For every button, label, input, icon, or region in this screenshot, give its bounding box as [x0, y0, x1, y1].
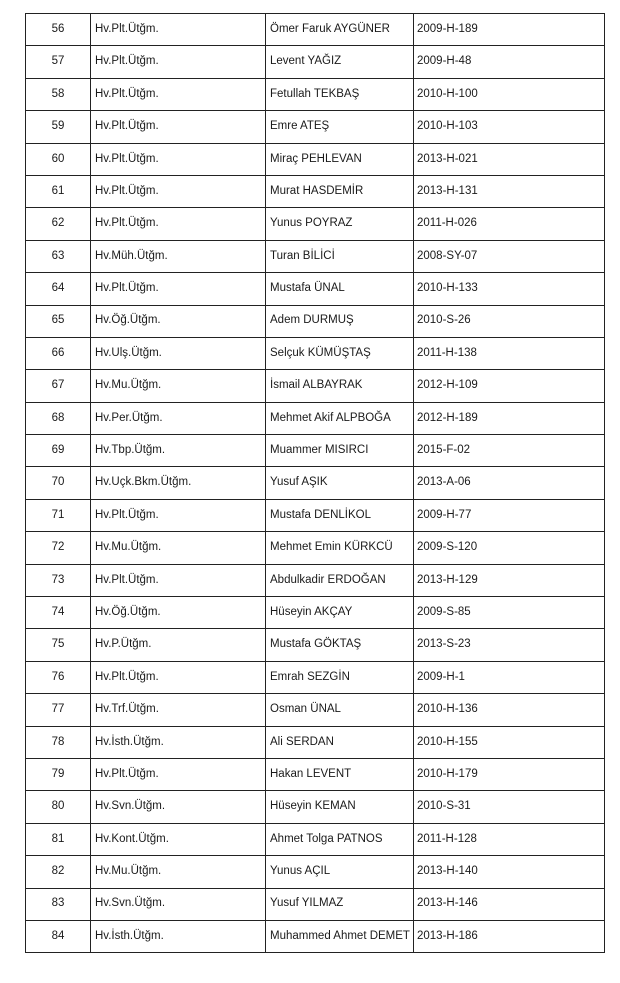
registry-number-cell: 2009-H-189 [414, 14, 605, 46]
rank-cell: Hv.İsth.Ütğm. [91, 726, 266, 758]
person-name-cell: Ahmet Tolga PATNOS [266, 823, 414, 855]
row-number: 84 [26, 920, 91, 952]
person-name-cell: Muhammed Ahmet DEMET [266, 920, 414, 952]
rank-cell: Hv.Plt.Ütğm. [91, 273, 266, 305]
personnel-table [25, 13, 605, 953]
person-name-cell: Hakan LEVENT [266, 758, 414, 790]
registry-number-cell: 2010-H-179 [414, 758, 605, 790]
person-name-cell: Yusuf YILMAZ [266, 888, 414, 920]
table-row [26, 14, 605, 46]
registry-number-cell: 2013-H-146 [414, 888, 605, 920]
table-row [26, 402, 605, 434]
row-number: 74 [26, 597, 91, 629]
row-number: 78 [26, 726, 91, 758]
rank-cell: Hv.İsth.Ütğm. [91, 920, 266, 952]
table-row [26, 694, 605, 726]
rank-cell: Hv.Plt.Ütğm. [91, 175, 266, 207]
registry-number-cell: 2013-H-131 [414, 175, 605, 207]
row-number: 81 [26, 823, 91, 855]
person-name-cell: Emre ATEŞ [266, 111, 414, 143]
registry-number-cell: 2012-H-109 [414, 370, 605, 402]
registry-number-cell: 2013-H-129 [414, 564, 605, 596]
rank-cell: Hv.Plt.Ütğm. [91, 46, 266, 78]
row-number: 65 [26, 305, 91, 337]
registry-number-cell: 2009-H-48 [414, 46, 605, 78]
rank-cell: Hv.Tbp.Ütğm. [91, 435, 266, 467]
table-row [26, 758, 605, 790]
row-number: 77 [26, 694, 91, 726]
row-number: 83 [26, 888, 91, 920]
document-page [25, 13, 604, 953]
registry-number-cell: 2010-H-136 [414, 694, 605, 726]
person-name-cell: Mustafa GÖKTAŞ [266, 629, 414, 661]
row-number: 82 [26, 856, 91, 888]
rank-cell: Hv.Plt.Ütğm. [91, 143, 266, 175]
row-number: 71 [26, 499, 91, 531]
table-row [26, 888, 605, 920]
registry-number-cell: 2011-H-128 [414, 823, 605, 855]
row-number: 64 [26, 273, 91, 305]
registry-number-cell: 2013-H-186 [414, 920, 605, 952]
rank-cell: Hv.P.Ütğm. [91, 629, 266, 661]
row-number: 67 [26, 370, 91, 402]
rank-cell: Hv.Plt.Ütğm. [91, 78, 266, 110]
person-name-cell: Mehmet Akif ALPBOĞA [266, 402, 414, 434]
person-name-cell: Ömer Faruk AYGÜNER [266, 14, 414, 46]
table-row [26, 208, 605, 240]
table-row [26, 273, 605, 305]
registry-number-cell: 2013-H-140 [414, 856, 605, 888]
table-row [26, 467, 605, 499]
person-name-cell: Hüseyin AKÇAY [266, 597, 414, 629]
registry-number-cell: 2010-S-26 [414, 305, 605, 337]
table-row [26, 856, 605, 888]
table-row [26, 143, 605, 175]
row-number: 63 [26, 240, 91, 272]
person-name-cell: Levent YAĞIZ [266, 46, 414, 78]
rank-cell: Hv.Per.Ütğm. [91, 402, 266, 434]
registry-number-cell: 2012-H-189 [414, 402, 605, 434]
table-row [26, 920, 605, 952]
rank-cell: Hv.Plt.Ütğm. [91, 111, 266, 143]
table-row [26, 305, 605, 337]
registry-number-cell: 2009-S-85 [414, 597, 605, 629]
registry-number-cell: 2010-H-133 [414, 273, 605, 305]
person-name-cell: İsmail ALBAYRAK [266, 370, 414, 402]
table-row [26, 597, 605, 629]
registry-number-cell: 2009-H-1 [414, 661, 605, 693]
registry-number-cell: 2009-H-77 [414, 499, 605, 531]
person-name-cell: Osman ÜNAL [266, 694, 414, 726]
person-name-cell: Emrah SEZGİN [266, 661, 414, 693]
table-row [26, 499, 605, 531]
rank-cell: Hv.Svn.Ütğm. [91, 791, 266, 823]
rank-cell: Hv.Plt.Ütğm. [91, 564, 266, 596]
rank-cell: Hv.Svn.Ütğm. [91, 888, 266, 920]
person-name-cell: Mustafa ÜNAL [266, 273, 414, 305]
table-row [26, 46, 605, 78]
table-row [26, 78, 605, 110]
row-number: 80 [26, 791, 91, 823]
rank-cell: Hv.Plt.Ütğm. [91, 499, 266, 531]
person-name-cell: Mehmet Emin KÜRKCÜ [266, 532, 414, 564]
person-name-cell: Abdulkadir ERDOĞAN [266, 564, 414, 596]
registry-number-cell: 2008-SY-07 [414, 240, 605, 272]
table-row [26, 629, 605, 661]
row-number: 57 [26, 46, 91, 78]
table-row [26, 240, 605, 272]
rank-cell: Hv.Uçk.Bkm.Ütğm. [91, 467, 266, 499]
row-number: 68 [26, 402, 91, 434]
person-name-cell: Miraç PEHLEVAN [266, 143, 414, 175]
table-row [26, 111, 605, 143]
row-number: 75 [26, 629, 91, 661]
rank-cell: Hv.Trf.Ütğm. [91, 694, 266, 726]
row-number: 76 [26, 661, 91, 693]
table-row [26, 337, 605, 369]
registry-number-cell: 2010-H-155 [414, 726, 605, 758]
table-row [26, 791, 605, 823]
registry-number-cell: 2010-H-103 [414, 111, 605, 143]
person-name-cell: Adem DURMUŞ [266, 305, 414, 337]
table-body [26, 14, 605, 953]
row-number: 69 [26, 435, 91, 467]
row-number: 66 [26, 337, 91, 369]
rank-cell: Hv.Müh.Ütğm. [91, 240, 266, 272]
person-name-cell: Hüseyin KEMAN [266, 791, 414, 823]
table-row [26, 823, 605, 855]
registry-number-cell: 2010-H-100 [414, 78, 605, 110]
rank-cell: Hv.Plt.Ütğm. [91, 758, 266, 790]
person-name-cell: Fetullah TEKBAŞ [266, 78, 414, 110]
registry-number-cell: 2009-S-120 [414, 532, 605, 564]
table-row [26, 370, 605, 402]
rank-cell: Hv.Plt.Ütğm. [91, 14, 266, 46]
registry-number-cell: 2015-F-02 [414, 435, 605, 467]
person-name-cell: Turan BİLİCİ [266, 240, 414, 272]
rank-cell: Hv.Mu.Ütğm. [91, 370, 266, 402]
rank-cell: Hv.Ulş.Ütğm. [91, 337, 266, 369]
registry-number-cell: 2011-H-026 [414, 208, 605, 240]
rank-cell: Hv.Öğ.Ütğm. [91, 305, 266, 337]
row-number: 72 [26, 532, 91, 564]
row-number: 61 [26, 175, 91, 207]
person-name-cell: Murat HASDEMİR [266, 175, 414, 207]
row-number: 60 [26, 143, 91, 175]
row-number: 56 [26, 14, 91, 46]
row-number: 70 [26, 467, 91, 499]
person-name-cell: Yunus POYRAZ [266, 208, 414, 240]
person-name-cell: Mustafa DENLİKOL [266, 499, 414, 531]
table-row [26, 435, 605, 467]
person-name-cell: Yusuf AŞIK [266, 467, 414, 499]
rank-cell: Hv.Kont.Ütğm. [91, 823, 266, 855]
table-row [26, 175, 605, 207]
rank-cell: Hv.Öğ.Ütğm. [91, 597, 266, 629]
row-number: 62 [26, 208, 91, 240]
person-name-cell: Ali SERDAN [266, 726, 414, 758]
rank-cell: Hv.Mu.Ütğm. [91, 856, 266, 888]
table-row [26, 532, 605, 564]
row-number: 59 [26, 111, 91, 143]
registry-number-cell: 2010-S-31 [414, 791, 605, 823]
registry-number-cell: 2013-S-23 [414, 629, 605, 661]
person-name-cell: Muammer MISIRCI [266, 435, 414, 467]
registry-number-cell: 2013-H-021 [414, 143, 605, 175]
person-name-cell: Yunus AÇIL [266, 856, 414, 888]
rank-cell: Hv.Plt.Ütğm. [91, 208, 266, 240]
row-number: 58 [26, 78, 91, 110]
table-row [26, 726, 605, 758]
row-number: 73 [26, 564, 91, 596]
table-row [26, 564, 605, 596]
registry-number-cell: 2013-A-06 [414, 467, 605, 499]
person-name-cell: Selçuk KÜMÜŞTAŞ [266, 337, 414, 369]
rank-cell: Hv.Plt.Ütğm. [91, 661, 266, 693]
row-number: 79 [26, 758, 91, 790]
registry-number-cell: 2011-H-138 [414, 337, 605, 369]
rank-cell: Hv.Mu.Ütğm. [91, 532, 266, 564]
table-row [26, 661, 605, 693]
